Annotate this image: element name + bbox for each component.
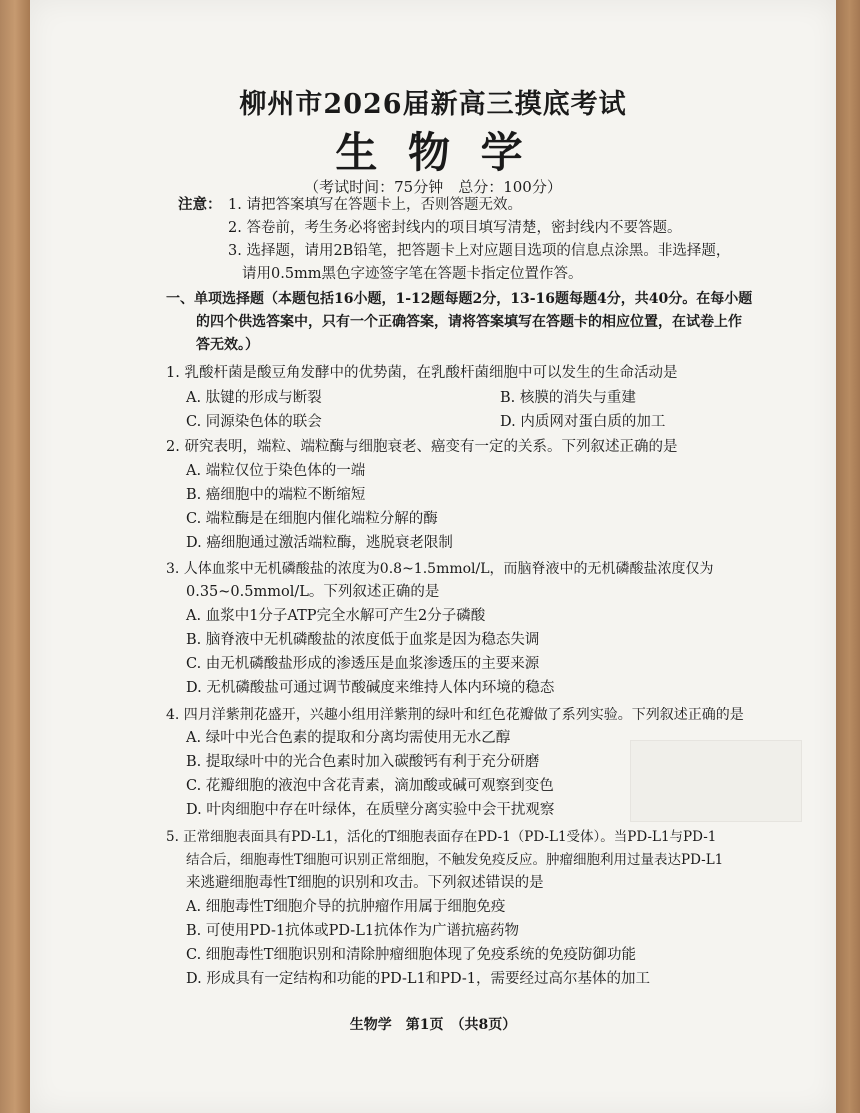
q3-stem-line-1: 3. 人体血浆中无机磷酸盐的浓度为0.8~1.5mmol/L，而脑脊液中的无机磷酸盐浓度仅为	[166, 561, 714, 577]
q2-stem: 2. 研究表明，端粒、端粒酶与细胞衰老、癌变有一定的关系。下列叙述正确的是	[166, 439, 678, 455]
q1-option-b: B. 核膜的消失与重建	[500, 390, 636, 406]
exam-title: 柳州市2026届新高三摸底考试	[239, 89, 627, 120]
q5-option-b: B. 可使用PD-1抗体或PD-L1抗体作为广谱抗癌药物	[186, 923, 520, 939]
q5-stem-line-2: 结合后，细胞毒性T细胞可识别正常细胞，不触发免疫反应。肿瘤细胞利用过量表达PD-L1	[186, 852, 724, 868]
desk-left-edge	[0, 0, 30, 1113]
q3-option-a: A. 血浆中1分子ATP完全水解可产生2分子磷酸	[186, 608, 486, 624]
q4-stem: 4. 四月洋紫荆花盛开，兴趣小组用洋紫荆的绿叶和红色花瓣做了系列实验。下列叙述正确的是	[166, 707, 744, 723]
page-footer: 生物学 第1页 （共8页）	[349, 1017, 517, 1033]
desk-right-edge	[834, 0, 860, 1113]
q2-option-d: D. 癌细胞通过激活端粒酶，逃脱衰老限制	[186, 535, 453, 551]
q4-option-b: B. 提取绿叶中的光合色素时加入碳酸钙有利于充分研磨	[186, 754, 540, 770]
notice-label: 注意：	[178, 196, 222, 213]
q1-option-a: A. 肽键的形成与断裂	[186, 390, 322, 406]
notice-item-3: 3. 选择题，请用2B铅笔，把答题卡上对应题目选项的信息点涂黑。非选择题，	[228, 243, 731, 259]
q1-option-d: D. 内质网对蛋白质的加工	[500, 414, 666, 430]
exam-paper	[30, 0, 836, 1113]
q3-option-b: B. 脑脊液中无机磷酸盐的浓度低于血浆是因为稳态失调	[186, 632, 540, 648]
q2-option-c: C. 端粒酶是在细胞内催化端粒分解的酶	[186, 511, 438, 527]
q2-option-a: A. 端粒仅位于染色体的一端	[186, 463, 366, 479]
q2-option-b: B. 癌细胞中的端粒不断缩短	[186, 487, 366, 503]
q5-option-c: C. 细胞毒性T细胞识别和清除肿瘤细胞体现了免疫系统的免疫防御功能	[186, 947, 636, 963]
notice-item-1: 1. 请把答案填写在答题卡上，否则答题无效。	[228, 197, 522, 213]
q3-stem-line-2: 0.35~0.5mmol/L。下列叙述正确的是	[186, 584, 440, 600]
q5-stem-line-1: 5. 正常细胞表面具有PD-L1，活化的T细胞表面存在PD-1（PD-L1受体）。当PD-L1与PD-1	[166, 829, 717, 845]
q1-stem: 1. 乳酸杆菌是酸豆角发酵中的优势菌，在乳酸杆菌细胞中可以发生的生命活动是	[166, 365, 678, 381]
bleed-through-figure	[630, 740, 802, 822]
notice-item-3-cont: 请用0.5mm黑色字迹签字笔在答题卡指定位置作答。	[242, 266, 583, 282]
q4-option-c: C. 花瓣细胞的液泡中含花青素，滴加酸或碱可观察到变色	[186, 778, 554, 794]
q4-option-d: D. 叶肉细胞中存在叶绿体，在质壁分离实验中会干扰观察	[186, 802, 555, 818]
q3-option-c: C. 由无机磷酸盐形成的渗透压是血浆渗透压的主要来源	[186, 656, 540, 672]
exam-info: （考试时间：75分钟 总分：100分）	[304, 178, 562, 196]
q5-stem-line-3: 来逃避细胞毒性T细胞的识别和攻击。下列叙述错误的是	[186, 875, 544, 891]
section-heading-line-3: 答无效。）	[196, 337, 259, 353]
notice-item-2: 2. 答卷前，考生务必将密封线内的项目填写清楚，密封线内不要答题。	[228, 220, 682, 236]
q1-option-c: C. 同源染色体的联会	[186, 414, 322, 430]
q5-option-a: A. 细胞毒性T细胞介导的抗肿瘤作用属于细胞免疫	[186, 899, 506, 915]
section-heading-line-2: 的四个供选答案中，只有一个正确答案，请将答案填写在答题卡的相应位置，在试卷上作	[196, 314, 742, 330]
q3-option-d: D. 无机磷酸盐可通过调节酸碱度来维持人体内环境的稳态	[186, 680, 555, 696]
q4-option-a: A. 绿叶中光合色素的提取和分离均需使用无水乙醇	[186, 730, 511, 746]
section-heading-line-1: 一、单项选择题（本题包括16小题，1-12题每题2分，13-16题每题4分，共40分。在每小题	[166, 291, 753, 307]
subject-title: 生 物 学	[335, 128, 531, 177]
q5-option-d: D. 形成具有一定结构和功能的PD-L1和PD-1，需要经过高尔基体的加工	[186, 971, 651, 987]
